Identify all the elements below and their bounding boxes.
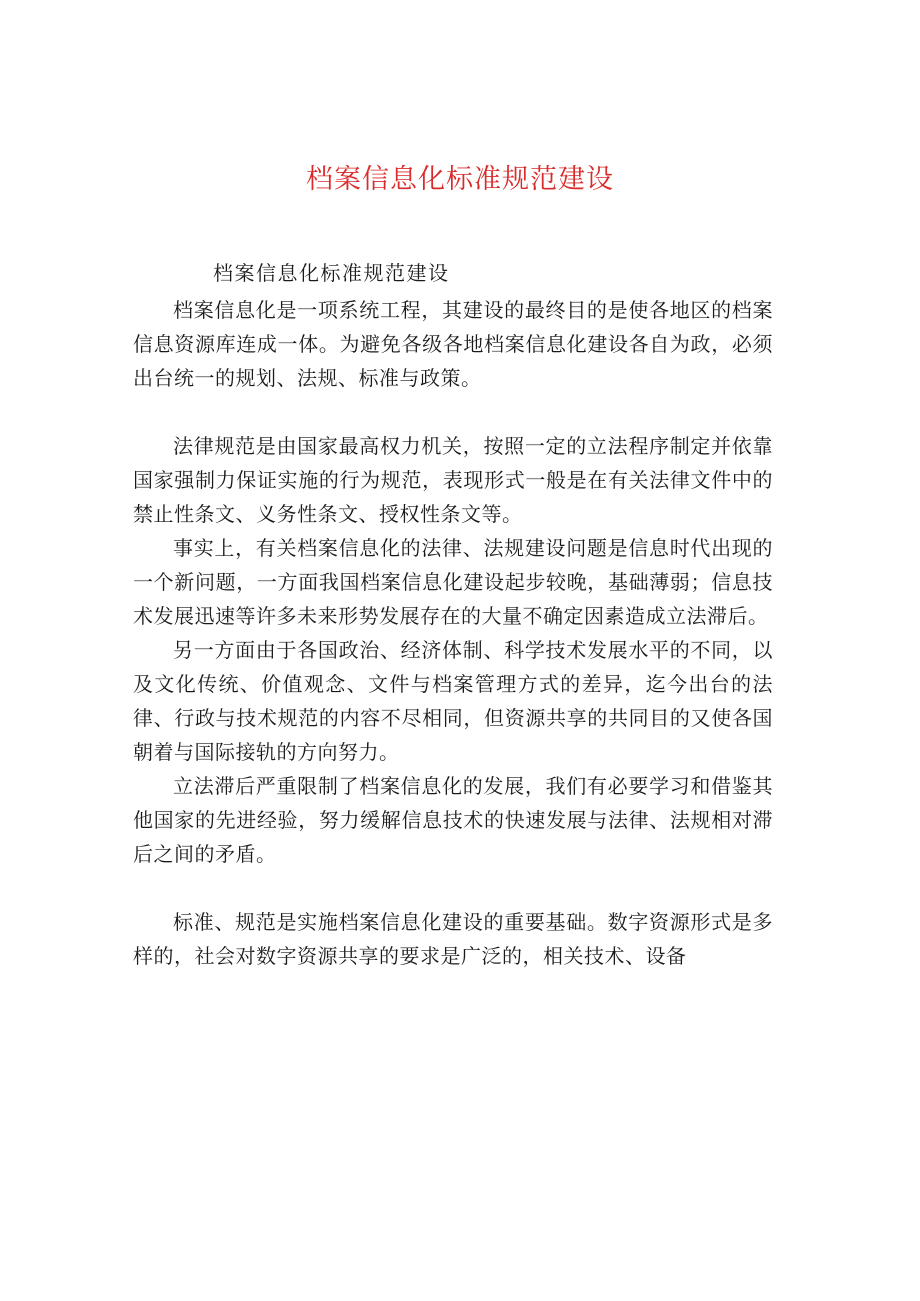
- page-title: 档案信息化标准规范建设: [306, 164, 614, 195]
- paragraph-spacer: [133, 871, 773, 905]
- paragraph-5: 立法滞后严重限制了档案信息化的发展，我们有必要学习和借鉴其他国家的先进经验，努力缓解信息技术的快速发展与法律、法规相对滞后之间的矛盾。: [133, 774, 773, 866]
- paragraph-4: 另一方面由于各国政治、经济体制、科学技术发展水平的不同，以及文化传统、价值观念、文件与档案管理方式的差异，迄今出台的法律、行政与技术规范的内容不尽相同，但资源共享的共同目的又使各国朝着与国际接轨的方向努力。: [133, 638, 773, 764]
- section-heading: 档案信息化标准规范建设: [213, 261, 450, 285]
- paragraph-spacer: [133, 395, 773, 429]
- paragraph-1: 档案信息化是一项系统工程，其建设的最终目的是使各地区的档案信息资源库连成一体。为避免各级各地档案信息化建设各自为政，必须出台统一的规划、法规、标准与政策。: [133, 298, 773, 390]
- paragraph-3: 事实上，有关档案信息化的法律、法规建设问题是信息时代出现的一个新问题，一方面我国档案信息化建设起步较晚，基础薄弱；信息技术发展迅速等许多未来形势发展存在的大量不确定因素造成立法滞后。: [133, 536, 773, 628]
- paragraph-2: 法律规范是由国家最高权力机关，按照一定的立法程序制定并依靠国家强制力保证实施的行为规范，表现形式一般是在有关法律文件中的禁止性条文、义务性条文、授权性条文等。: [133, 434, 773, 526]
- paragraph-6: 标准、规范是实施档案信息化建设的重要基础。数字资源形式是多样的，社会对数字资源共享的要求是广泛的，相关技术、设备: [133, 910, 773, 968]
- document-body: [133, 256, 773, 973]
